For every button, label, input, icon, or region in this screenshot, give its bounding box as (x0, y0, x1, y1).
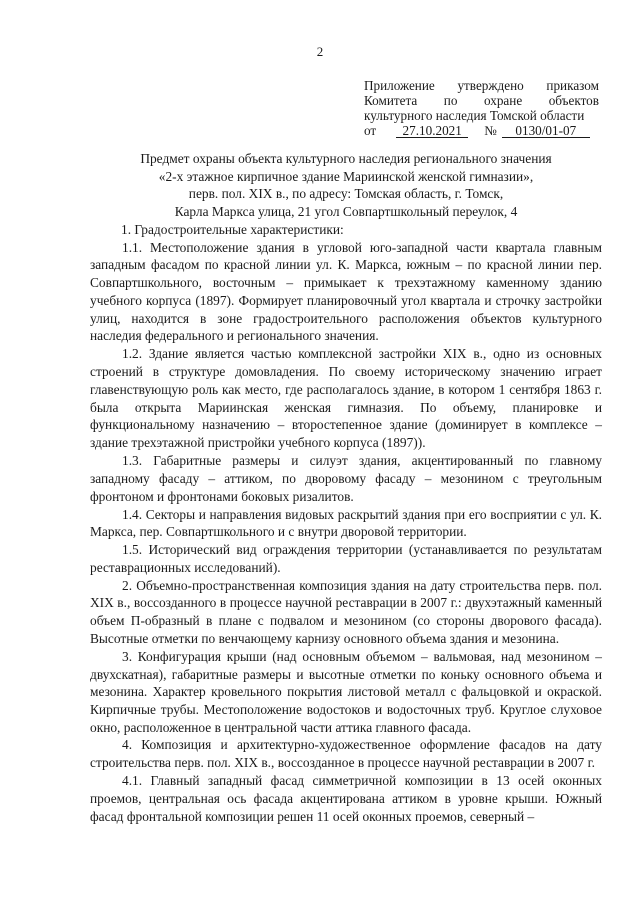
title-line-3: перв. пол. XIX в., по адресу: Томская область, г. Томск, (188, 186, 504, 202)
number-sign: № (484, 123, 497, 138)
title-line-1: Предмет охраны объекта культурного наследия регионального значения (140, 151, 552, 166)
title-line-2: «2-х этажное кирпичное здание Мариинской женской гимназии», (158, 168, 534, 184)
order-date-number-row (364, 123, 599, 138)
document-body (90, 221, 602, 825)
paragraph-1-3: 1.3. Габаритные размеры и силуэт здания, акцентированный по главному западному фасаду – аттиком, по дворовому фасаду – мезонином с треугольным фронтоном и фронтонами боковых ризалитов. (90, 453, 602, 504)
paragraph-2: 2. Объемно-пространственная композиция здания на дату строительства перв. пол. XIX в., воссозданного в процессе научной реставрации в 2007 г.: двухэтажный каменный объем П-образный в плане с подвалом и мезонином (со стороны дворового фасада). Высотные отметки по венчающему карнизу основного объема здания и мезонина. (90, 577, 602, 646)
paragraph-4-1: 4.1. Главный западный фасад симметричной композиции в 13 осей оконных проемов, центральная ось фасада акцентирована аттиком в уровне крыши. Южный фасад фронтальной композиции решен 11 осей оконных проемов, северный – (90, 773, 602, 824)
approval-annex-block (364, 78, 599, 138)
order-date: 27.10.2021 (396, 124, 468, 138)
paragraph-3: 3. Конфигурация крыши (над основным объемом – вальмовая, над мезонином – двухскатная), габаритные размеры и высотные отметки по коньку основного объема и мезонина. Характер кровельного покрытия листовой металл с фальцовкой и окраской. Кирпичные трубы. Местоположение водостоков и водосточных труб. Круглое слуховое окно, расположенное в центральной части аттика главного фасада. (90, 648, 602, 735)
from-label: от (364, 123, 377, 138)
paragraph-1-2: 1.2. Здание является частью комплексной застройки XIX в., одно из основных строений в структуре домовладения. По своему историческому значению играет главенствующую роль как место, где располагалось здание, в котором 1 сентября 1863 г. была открыта Мариинская женская гимназия. По объему, планировке и функциональному назначению – второстепенное здание (доминирует в комплексе – здание трехэтажной пристройки учебного корпуса (1897)). (90, 346, 602, 450)
annex-line-1: Приложение утверждено приказом (364, 78, 599, 93)
annex-line-2: Комитета по охране объектов (364, 93, 599, 108)
page-number: 2 (316, 44, 324, 59)
paragraph-1-1: 1.1. Местоположение здания в угловой юго-западной части квартала главным западным фасадом по красной линии ул. К. Маркса, южным – по красной линии пер. Совпартшкольного, восточным – примыкает к трехэтажному каменному зданию учебного корпуса (1897). Формирует планировочный угол квартала и строчку застройки улиц, находится в зоне градостроительного расположения объектов культурного наследия федерального и регионального значения. (90, 239, 602, 344)
section-1-heading: 1. Градостроительные характеристики: (121, 222, 344, 237)
paragraph-1-4: 1.4. Секторы и направления видовых раскрытий здания при его восприятии с ул. К. Маркса, пер. Совпартшкольного и с внутри дворовой территории. (90, 506, 602, 540)
document-title (90, 150, 602, 220)
annex-line-3: культурного наследия Томской области (364, 108, 585, 123)
order-number: 0130/01-07 (502, 124, 590, 138)
paragraph-1-5: 1.5. Исторический вид ограждения территории (устанавливается по результатам реставрационных исследований). (90, 542, 602, 575)
paragraph-4: 4. Композиция и архитектурно-художественное оформление фасадов на дату строительства перв. пол. XIX в., воссозданное в процессе научной реставрации в 2007 г. (90, 737, 602, 771)
title-line-4: Карла Маркса улица, 21 угол Совпартшкольный переулок, 4 (174, 203, 518, 219)
